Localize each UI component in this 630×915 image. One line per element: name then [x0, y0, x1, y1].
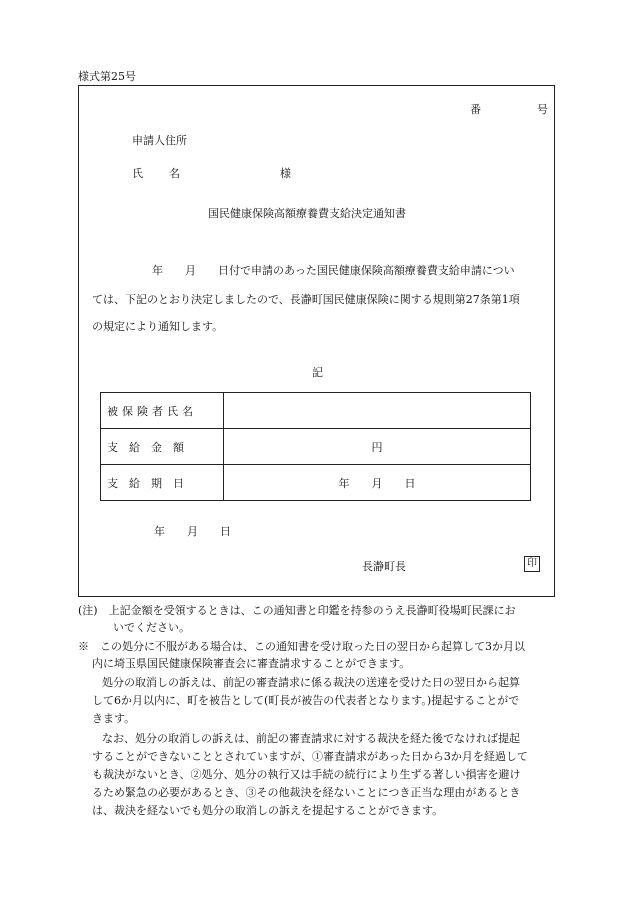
note-line: は、裁決を経ないでも処分の取消しの訴えを提起することができます。: [92, 804, 444, 817]
note-line: るため緊急の必要があるとき、③その他裁決を経ないことにつき正当な理由があるとき: [92, 786, 521, 799]
document-frame: [78, 85, 555, 597]
payment-date-value: 年 月 日: [224, 465, 531, 501]
applicant-name-label: 氏 名 様: [132, 167, 291, 180]
body-line-1: 年 月 日付で申請のあった国民健康保険高額療養費支給申請につい: [152, 264, 515, 277]
note-line: も裁決がないとき、②処分、処分の執行又は手続の続行により生ずる著しい損害を避け: [92, 768, 521, 781]
note-line: することができないこととされていますが、①審査請求があった日から3か月を経過して: [92, 750, 528, 763]
number-label: 番 号: [470, 103, 548, 116]
note-line: して6か月以内に、町を被告として(町長が被告の代表者となります。)提起することがで: [92, 694, 520, 707]
amount-value: 円: [224, 429, 531, 465]
note-line: きます。: [92, 712, 136, 725]
payment-info-table: [100, 392, 531, 501]
body-line-2: ては、下記のとおり決定しましたので、長瀞町国民健康保険に関する規則第27条第1項: [92, 293, 520, 306]
note-line: ※ この処分に不服がある場合は、この通知書を受け取った日の翌日から起算して3か月以: [78, 640, 525, 653]
amount-label: 支 給 金 額: [107, 440, 184, 454]
document-title: 国民健康保険高額療養費支給決定通知書: [208, 207, 406, 220]
table-row: [101, 465, 531, 501]
insured-name-value: [224, 393, 531, 429]
form-number: 様式第25号: [78, 70, 136, 83]
ki-label: 記: [312, 366, 323, 379]
insured-name-label: 被保険者氏名: [107, 404, 197, 418]
note-line: (注) 上記金額を受領するときは、この通知書と印鑑を持参のうえ長瀞町役場町民課にお: [78, 604, 516, 617]
note-line: 処分の取消しの訴えは、前記の審査請求に係る裁決の送達を受けた日の翌日から起算: [102, 676, 520, 689]
issue-date: 年 月 日: [154, 525, 231, 538]
honorific: 様: [280, 167, 291, 180]
mayor-label: 長瀞町長: [362, 560, 406, 573]
seal-icon: 印: [524, 556, 540, 572]
table-row: [101, 393, 531, 429]
note-line: なお、処分の取消しの訴えは、前記の審査請求に対する裁決を経た後でなければ提起: [102, 732, 520, 745]
payment-date-label: 支 給 期 日: [107, 476, 184, 490]
applicant-address-label: 申請人住所: [132, 134, 187, 147]
note-line: いでください。: [113, 621, 190, 634]
table-row: [101, 429, 531, 465]
body-line-3: の規定により通知します。: [92, 320, 224, 333]
note-line: 内に埼玉県国民健康保険審査会に審査請求することができます。: [92, 657, 411, 670]
